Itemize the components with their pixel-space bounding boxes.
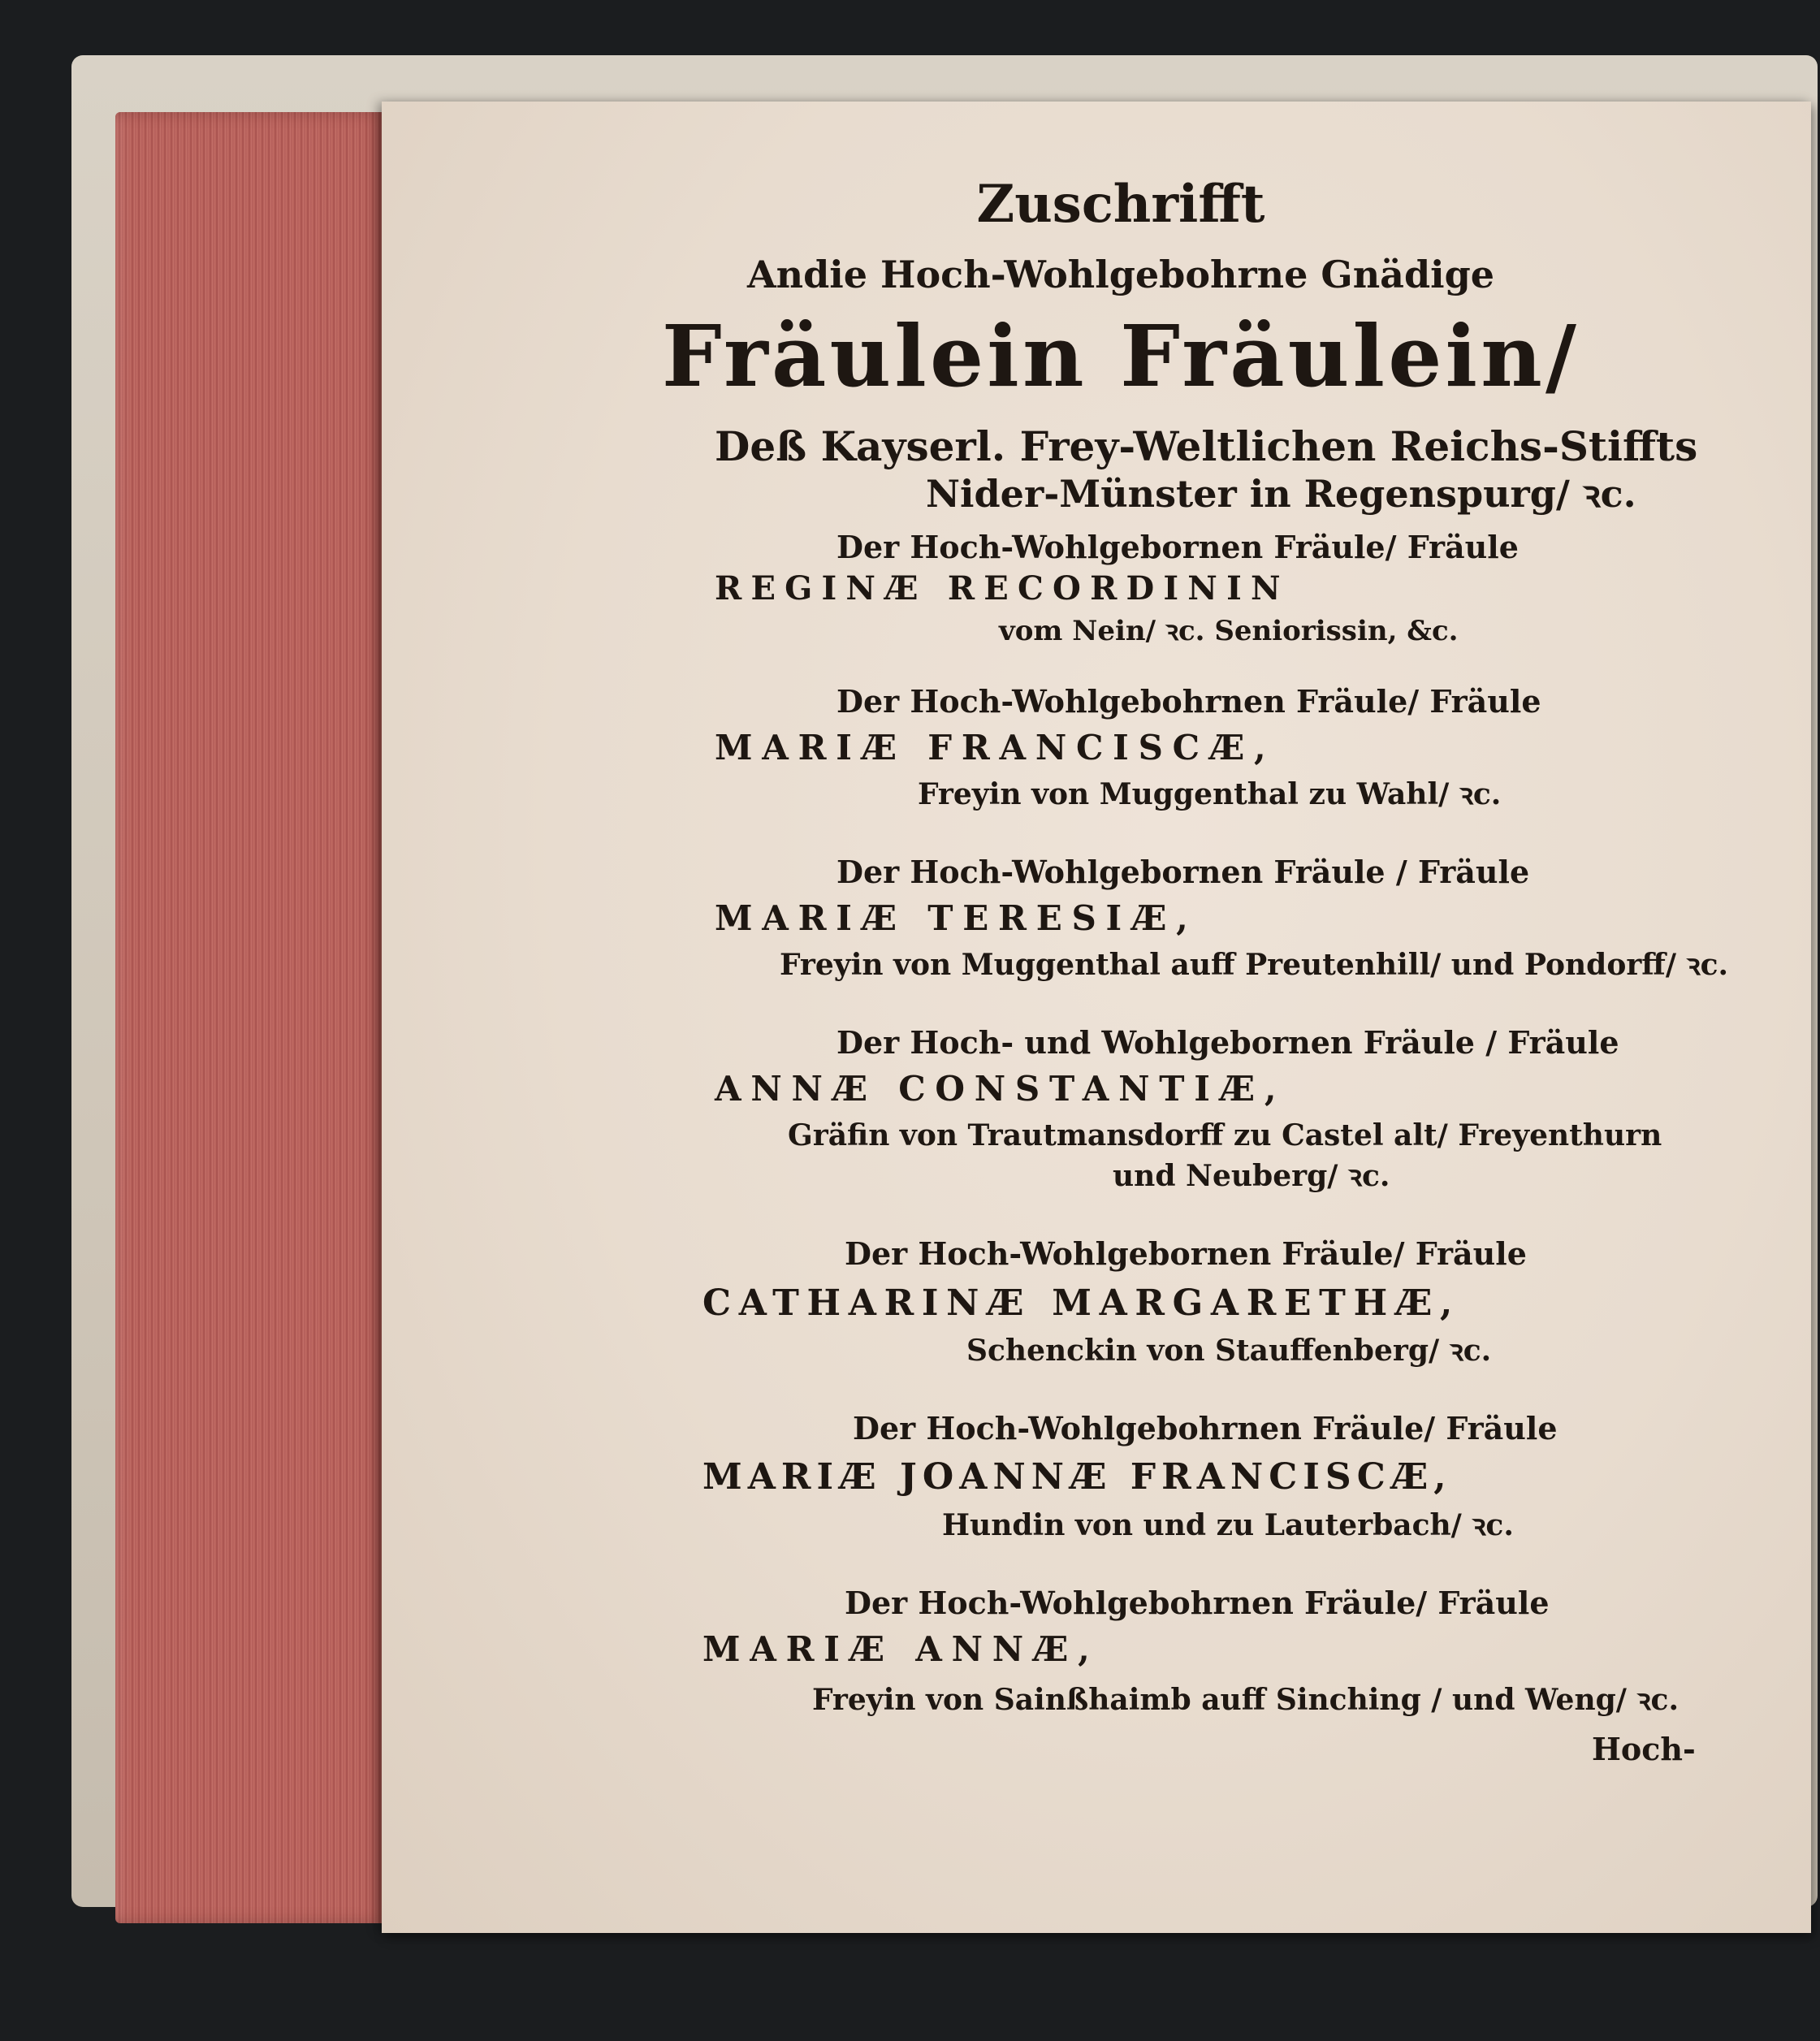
institution-line-1: Deß Kayserl. Frey-Weltlichen Reichs-Stiffts — [715, 422, 1698, 470]
entry-detail: vom Nein/ ꝛc. Seniorissin, &c. — [999, 615, 1459, 647]
entry-salutation: Der Hoch-Wohlgebornen Fräule / Fräule — [837, 854, 1530, 890]
entry-name: CATHARINÆ MARGARETHÆ, — [702, 1282, 1461, 1324]
institution-line-2: Nider-Münster in Regenspurg/ ꝛc. — [926, 472, 1636, 516]
catchword: Hoch- — [1592, 1731, 1696, 1767]
entry-salutation: Der Hoch- und Wohlgebornen Fräule / Fräule — [837, 1024, 1619, 1061]
entry-detail-continued: und Neuberg/ ꝛc. — [1113, 1159, 1390, 1193]
book-fore-edge — [115, 112, 387, 1923]
entry-detail: Gräfin von Trautmansdorff zu Castel alt/ Freyenthurn — [788, 1118, 1662, 1152]
entry-detail: Schenckin von Stauffenberg/ ꝛc. — [966, 1334, 1492, 1368]
entry-detail: Freyin von Muggenthal auff Preutenhill/ und Pondorff/ ꝛc. — [780, 948, 1729, 982]
entry-salutation: Der Hoch-Wohlgebornen Fräule/ Fräule — [845, 1235, 1527, 1272]
entry-salutation: Der Hoch-Wohlgebohrnen Fräule/ Fräule — [845, 1585, 1550, 1621]
entry-detail: Freyin von Sainßhaimb auff Sinching / und Weng/ ꝛc. — [812, 1683, 1679, 1717]
entry-name: MARIÆ JOANNÆ FRANCISCÆ, — [702, 1456, 1452, 1498]
recipient-heading: Fräulein Fräulein/ — [661, 306, 1580, 406]
entry-name: MARIÆ FRANCISCÆ, — [715, 728, 1276, 768]
entry-name: MARIÆ TERESIÆ, — [715, 898, 1198, 938]
entry-detail: Freyin von Muggenthal zu Wahl/ ꝛc. — [918, 777, 1502, 811]
page-text — [382, 102, 1811, 1933]
entry-name: REGINÆ RECORDININ — [715, 569, 1290, 608]
entry-name: ANNÆ CONSTANTIÆ, — [715, 1069, 1286, 1109]
book-page — [382, 102, 1811, 1933]
entry-salutation: Der Hoch-Wohlgebohrnen Fräule/ Fräule — [837, 683, 1541, 720]
entry-detail: Hundin von und zu Lauterbach/ ꝛc. — [942, 1508, 1514, 1542]
address-line: Andie Hoch-Wohlgebohrne Gnädige — [746, 253, 1495, 296]
page-title: Zuschrifft — [976, 174, 1265, 235]
entry-name: MARIÆ ANNÆ, — [702, 1629, 1100, 1669]
entry-salutation: Der Hoch-Wohlgebornen Fräule/ Fräule — [837, 529, 1519, 565]
entry-salutation: Der Hoch-Wohlgebohrnen Fräule/ Fräule — [853, 1410, 1558, 1446]
